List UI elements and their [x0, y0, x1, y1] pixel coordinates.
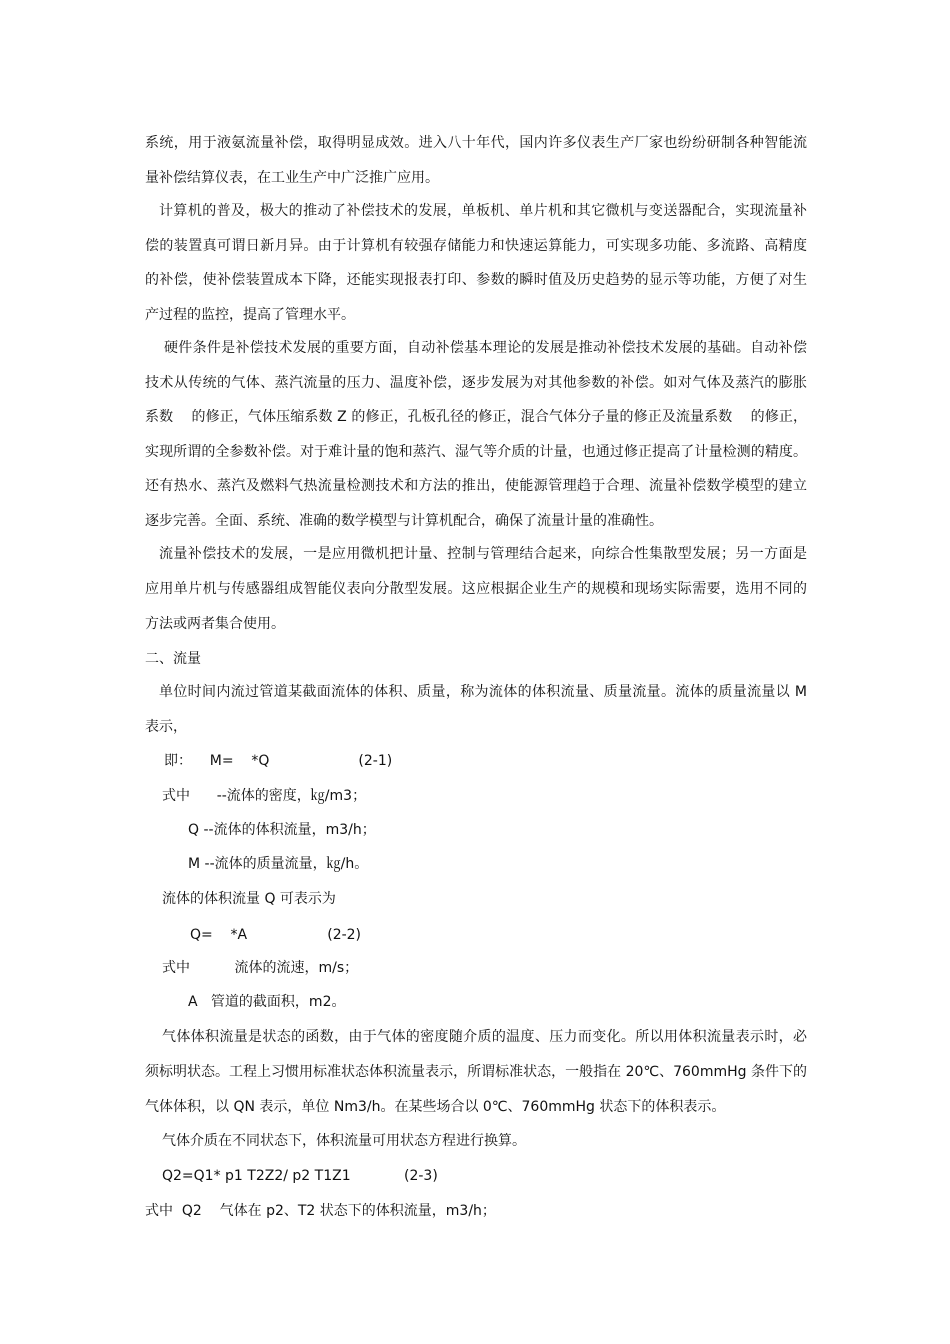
equation-line: Q= *A (2-2) — [190, 927, 362, 943]
equation-where-line: Q --流体的体积流量，m3/h； — [188, 822, 376, 838]
paragraph-line: 须标明状态。工程上习惯用标准状态体积流量表示，所谓标准状态，一般指在 20℃、760mmHg 条件下的 — [145, 1064, 807, 1080]
paragraph-line: 还有热水、蒸汽及燃料气热流量检测技术和方法的推出，使能源管理趋于合理、流量补偿数学模型的建立 — [145, 478, 807, 494]
paragraph-line: 方法或两者集合使用。 — [145, 616, 285, 632]
equation-where-line: A 管道的截面积，m2。 — [188, 994, 346, 1010]
equation-line: 即： M= *Q (2-1) — [164, 753, 393, 769]
paragraph-line: 表示， — [145, 719, 187, 735]
paragraph-line: 气体体积，以 QN 表示，单位 Nm3/h。在某些场合以 0℃、760mmHg 状态下的体积表示。 — [145, 1099, 726, 1115]
paragraph-line: 技术从传统的气体、蒸汽流量的压力、温度补偿，逐步发展为对其他参数的补偿。如对气体及蒸汽的膨胀 — [145, 375, 807, 391]
paragraph-line: 流体的体积流量 Q 可表示为 — [162, 891, 336, 907]
equation-where-line: 式中 流体的流速，m/s； — [162, 960, 359, 976]
section-heading: 二、流量 — [145, 651, 201, 667]
paragraph-line: 气体体积流量是状态的函数，由于气体的密度随介质的温度、压力而变化。所以用体积流量表示时，必 — [162, 1029, 807, 1045]
paragraph-line: 逐步完善。全面、系统、准确的数学模型与计算机配合，确保了流量计量的准确性。 — [145, 513, 663, 529]
equation-where-line: 式中 --流体的密度，㎏/m3； — [162, 788, 367, 804]
paragraph-line: 计算机的普及，极大的推动了补偿技术的发展，单板机、单片机和其它微机与变送器配合，实现流量补 — [159, 203, 807, 219]
paragraph-line: 应用单片机与传感器组成智能仪表向分散型发展。这应根据企业生产的规模和现场实际需要，选用不同的 — [145, 581, 807, 597]
equation-where-line: 式中 Q2 气体在 p2、T2 状态下的体积流量，m3/h； — [145, 1203, 496, 1219]
paragraph-line: 单位时间内流过管道某截面流体的体积、质量，称为流体的体积流量、质量流量。流体的质量流量以 M — [159, 684, 807, 700]
paragraph-line: 系统，用于液氨流量补偿，取得明显成效。进入八十年代，国内许多仪表生产厂家也纷纷研制各种智能流 — [145, 135, 807, 151]
paragraph-line: 实现所谓的全参数补偿。对于难计量的饱和蒸汽、湿气等介质的计量，也通过修正提高了计量检测的精度。 — [145, 444, 807, 460]
paragraph-line: 硬件条件是补偿技术发展的重要方面，自动补偿基本理论的发展是推动补偿技术发展的基础。自动补偿 — [164, 340, 807, 356]
paragraph-line: 的补偿，使补偿装置成本下降，还能实现报表打印、参数的瞬时值及历史趋势的显示等功能，方便了对生 — [145, 272, 807, 288]
equation-line: Q2=Q1* p1 T2Z2/ p2 T1Z1 (2-3) — [162, 1168, 438, 1184]
equation-where-line: M --流体的质量流量，㎏/h。 — [188, 856, 369, 872]
paragraph-line: 偿的装置真可谓日新月异。由于计算机有较强存储能力和快速运算能力，可实现多功能、多流路、高精度 — [145, 238, 807, 254]
paragraph-line: 流量补偿技术的发展，一是应用微机把计量、控制与管理结合起来，向综合性集散型发展；另一方面是 — [159, 546, 807, 562]
paragraph-line: 量补偿结算仪表，在工业生产中广泛推广应用。 — [145, 170, 439, 186]
paragraph-line: 气体介质在不同状态下，体积流量可用状态方程进行换算。 — [162, 1133, 526, 1149]
paragraph-line: 产过程的监控，提高了管理水平。 — [145, 307, 355, 323]
paragraph-line: 系数 的修正，气体压缩系数 Z 的修正，孔板孔径的修正，混合气体分子量的修正及流量系数 的修正， — [145, 409, 807, 425]
